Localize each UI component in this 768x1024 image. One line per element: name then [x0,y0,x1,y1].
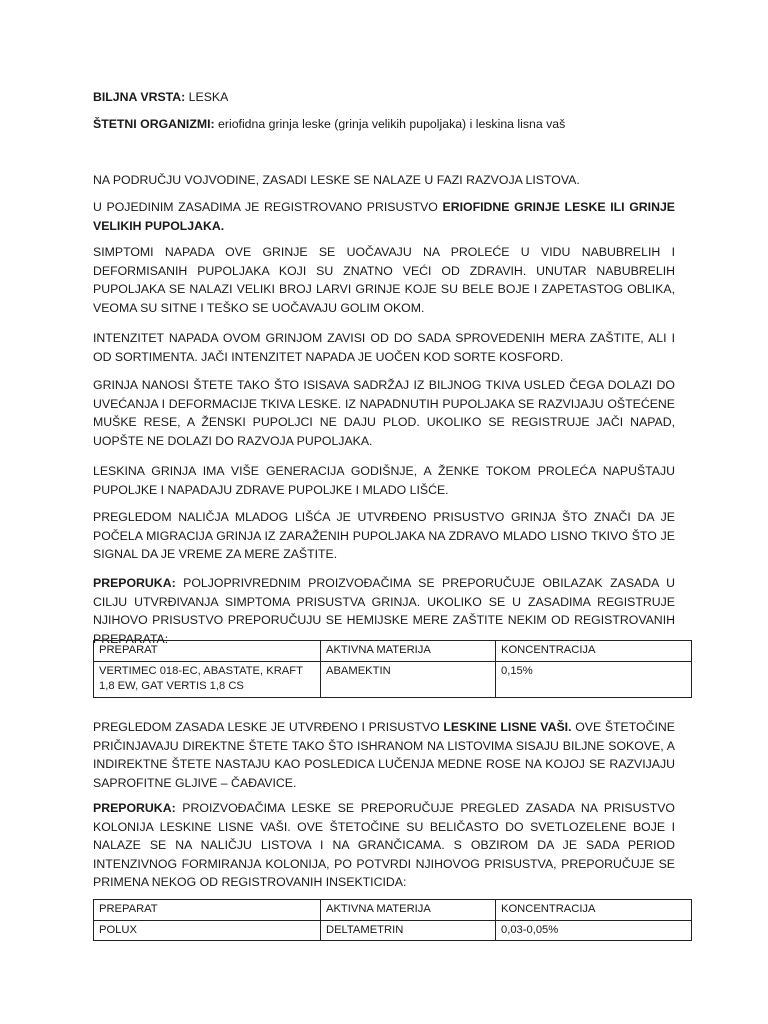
paragraph-recommendation-1 [93,574,675,648]
table-row [94,661,692,697]
species-value: LESKA [188,90,229,104]
recommendation-label-2: PREPORUKA: [93,801,176,815]
table-row [94,920,692,941]
table-header-cell: PREPARAT [94,641,321,662]
paragraph-1: NA PODRUČJU VOJVODINE, ZASADI LESKE SE NALAZE U FAZI RAZVOJA LISTOVA. [93,173,580,187]
paragraph-aphid-text: PREGLEDOM ZASADA LESKE JE UTVRĐENO I PRISUSTVO [93,720,444,734]
recommendation-text-1: POLJOPRIVREDNIM PROIZVOĐAČIMA SE PREPORUČUJE OBILAZAK ZASADA U CILJU UTVRĐIVANJA SIMPTOMA PRISUSTVA GRINJA. UKOLIKO SE U ZASADIMA REGISTRUJE NJIHOVO PRISUSTVO PREPORUČUJU SE HEMIJSKE MERE ZAŠTITE NEKIM OD REGISTROVANIH PREPARATA: [93,576,675,646]
species-label: BILJNA VRSTA: [93,90,186,104]
paragraph-aphid-highlight: LESKINE LISNE VAŠI. [443,720,572,734]
paragraph-7: PREGLEDOM NALIČJA MLADOG LIŠĆA JE UTVRĐENO PRISUSTVO GRINJA ŠTO ZNAČI DA JE POČELA MIGRACIJA GRINJA IZ ZARAŽENIH PUPOLJAKA NA ZDRAVO MLADO LISNO TKIVO ŠTO JE SIGNAL DA JE VREME ZA MERE ZAŠTITE. [93,510,675,562]
species-line [93,88,675,107]
paragraph-recommendation-2 [93,799,675,892]
table-header-cell: AKTIVNA MATERIJA [321,900,496,921]
paragraph-3: SIMPTOMI NAPADA OVE GRINJE SE UOČAVAJU NA PROLEĆE U VIDU NABUBRELIH I DEFORMISANIH PUPOLJAKA KOJI SU ZNATNO VEĆI OD ZDRAVIH. UNUTAR NABUBRELIH PUPOLJAKA SE NALAZI VELIKI BROJ LARVI GRINJE KOJE SU BELE BOJE I ZAPETASTOG OBLIKA, VEOMA SU SITNE I TEŠKO SE UOČAVAJU GOLIM OKOM. [93,245,675,315]
table-header-cell: AKTIVNA MATERIJA [321,641,496,662]
paragraph-4: INTENZITET NAPADA OVOM GRINJOM ZAVISI OD DO SADA SPROVEDENIH MERA ZAŠTITE, ALI I OD SORTIMENTA. JAČI INTENZITET NAPADA JE UOČEN KOD SORTE KOSFORD. [93,331,675,364]
recommendation-label-1: PREPORUKA: [93,576,176,590]
paragraph-6: LESKINA GRINJA IMA VIŠE GENERACIJA GODIŠNJE, A ŽENKE TOKOM PROLEĆA NAPUŠTAJU PUPOLJKE I NAPADAJU ZDRAVE PUPOLJKE I MLADO LIŠĆE. [93,464,675,497]
pests-value: eriofidna grinja leske (grinja velikih pupoljaka) i leskina lisna vaš [218,117,566,131]
table-header-cell: PREPARAT [94,900,321,921]
table-header-cell: KONCENTRACIJA [496,900,692,921]
table-header-cell: KONCENTRACIJA [496,641,692,662]
paragraph-aphid [93,718,675,792]
table-cell-active-substance: ABAMEKTIN [321,661,496,697]
table-header-row [94,641,692,662]
recommendation-text-2: PROIZVOĐAČIMA LESKE SE PREPORUČUJE PREGLED ZASADA NA PRISUSTVO KOLONIJA LESKINE LISNE VAŠI. OVE ŠTETOČINE SU BELIČASTO DO SVETLOZELENE BOJE I NALAZE SE NA NALIČJU LISTOVA I NA GRANČICAMA. S OBZIROM DA JE SADA PERIOD INTENZIVNOG FORMIRANJA KOLONIJA, PO POTVRDI NJIHOVOG PRISUSTVA, PREPORUČUJE SE PRIMENA NEKOG OD REGISTROVANIH INSEKTICIDA: [93,801,675,890]
paragraph-2-highlight: ERIOFIDNE GRINJE LESKE ILI GRINJE VELIKIH PUPOLJAKA. [93,200,675,233]
pests-label: ŠTETNI ORGANIZMI: [93,117,215,131]
paragraph-aphid-text-2: OVE ŠTETOČINE PRIČINJAVAJU DIREKTNE ŠTETE TAKO ŠTO ISHRANOM NA LISTOVIMA SISAJU BILJNE SOKOVE, A INDIREKTNE ŠTETE NASTAJU KAO POSLEDICA LUČENJA MEDNE ROSE NA KOJOJ SE RAZVIJAJU SAPROFITNE GLJIVE – ČAĐAVICE. [93,720,675,790]
table-header-row [94,900,692,921]
table-cell-active-substance: DELTAMETRIN [321,920,496,941]
acaricide-table [93,640,692,698]
table-cell-preparation: VERTIMEC 018-EC, ABASTATE, KRAFT 1,8 EW, GAT VERTIS 1,8 CS [94,661,321,697]
paragraph-2-text: U POJEDINIM ZASADIMA JE REGISTROVANO PRISUSTVO [93,200,443,214]
insecticide-table [93,899,692,941]
table-cell-preparation: POLUX [94,920,321,941]
table-cell-concentration: 0,15% [496,661,692,697]
pests-line [93,115,693,134]
table-cell-concentration: 0,03-0,05% [496,920,692,941]
paragraph-2 [93,198,675,235]
paragraph-5: GRINJA NANOSI ŠTETE TAKO ŠTO ISISAVA SADRŽAJ IZ BILJNOG TKIVA USLED ČEGA DOLAZI DO UVEĆANJA I DEFORMACIJE TKIVA LESKE. IZ NAPADNUTIH PUPOLJAKA SE RAZVIJAJU OŠTEĆENE MUŠKE RESE, A ŽENSKI PUPOLJCI NE DAJU PLOD. UKOLIKO SE REGISTRUJE JAČI NAPAD, UOPŠTE NE DOLAZI DO RAZVOJA PUPOLJAKA. [93,378,675,448]
